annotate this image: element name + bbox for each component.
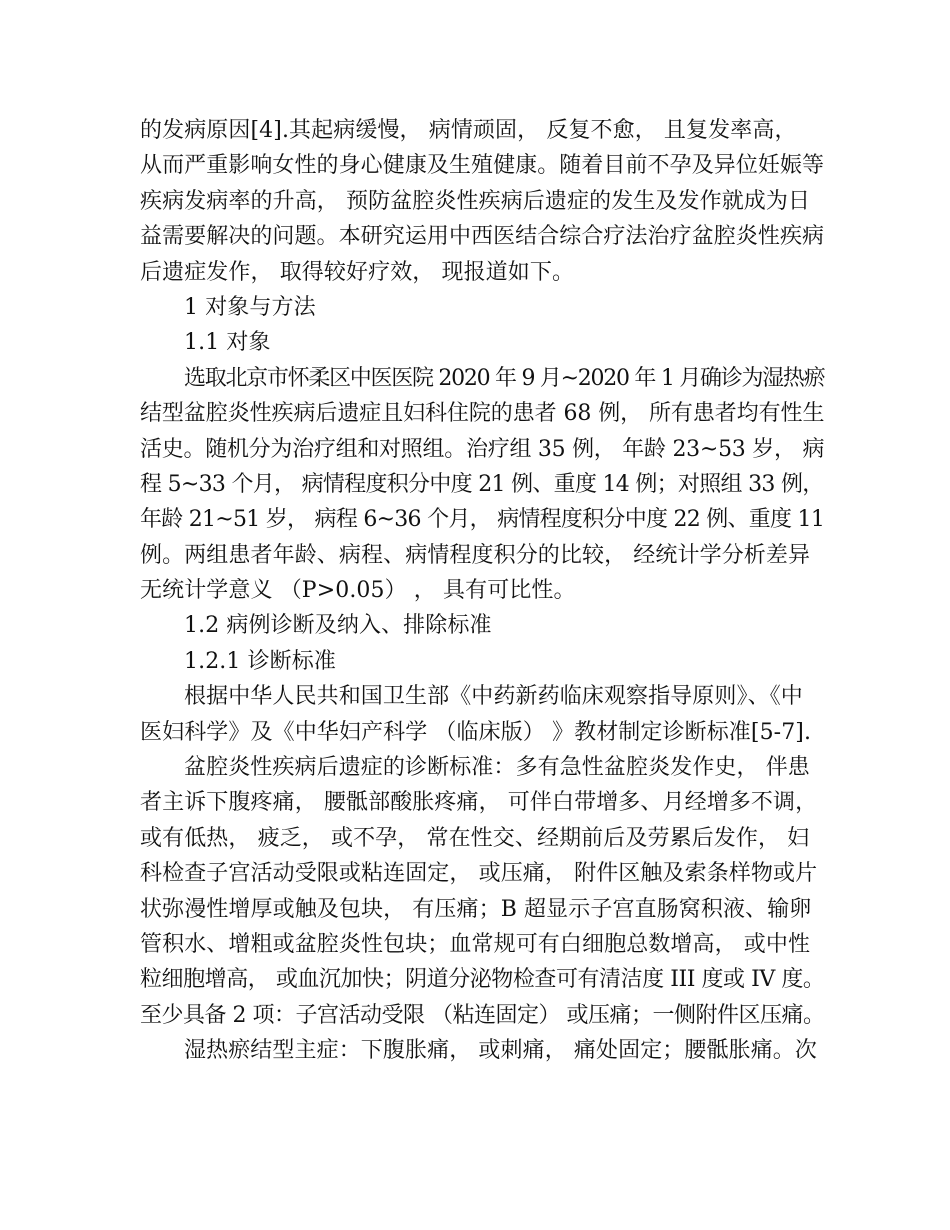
- text-line: 湿热瘀结型主症：下腹胀痛， 或刺痛， 痛处固定；腰骶胀痛。次: [184, 1038, 817, 1064]
- text-line: 至少具备 2 项：子宫活动受限 （粘连固定） 或压痛；一侧附件区压痛。: [140, 1002, 825, 1028]
- text-line: 科检查子宫活动受限或粘连固定， 或压痛， 附件区触及索条样物或片: [140, 861, 818, 887]
- text-line: 程 5~33 个月， 病情程度积分中度 21 例、重度 14 例；对照组 33 例，: [140, 471, 824, 497]
- text-line: 活史。随机分为治疗组和对照组。治疗组 35 例， 年龄 23~53 岁， 病: [140, 436, 825, 462]
- text-line: 无统计学意义 （P>0.05） ， 具有可比性。: [140, 578, 576, 604]
- body-text: [140, 113, 825, 1069]
- text-line: 选取北京市怀柔区中医医院 2020 年 9 月~2020 年 1 月确诊为湿热瘀: [184, 365, 825, 391]
- text-line: 1 对象与方法: [184, 294, 316, 320]
- text-line: 疾病发病率的升高， 预防盆腔炎性疾病后遗症的发生及发作就成为日: [140, 188, 811, 214]
- text-line: 粒细胞增高， 或血沉加快；阴道分泌物检查可有清洁度 III 度或 IV 度。: [140, 967, 825, 993]
- text-line: 年龄 21~51 岁， 病程 6~36 个月， 病情程度积分中度 22 例、重度 11: [140, 507, 825, 533]
- text-line: 益需要解决的问题。本研究运用中西医结合综合疗法治疗盆腔炎性疾病: [140, 224, 825, 250]
- text-line: 盆腔炎性疾病后遗症的诊断标准：多有急性盆腔炎发作史， 伴患: [184, 755, 810, 781]
- text-line: 管积水、增粗或盆腔炎性包块；血常规可有白细胞总数增高， 或中性: [140, 931, 811, 957]
- text-line: 1.1 对象: [184, 330, 271, 356]
- text-line: 例。两组患者年龄、病程、病情程度积分的比较， 经统计学分析差异: [140, 542, 811, 568]
- text-line: 者主诉下腹疼痛， 腰骶部酸胀疼痛， 可伴白带增多、月经增多不调，: [140, 790, 818, 816]
- text-line: 后遗症发作， 取得较好疗效， 现报道如下。: [140, 259, 575, 285]
- text-line: 1.2 病例诊断及纳入、排除标准: [184, 613, 492, 639]
- text-line: 或有低热， 疲乏， 或不孕， 常在性交、经期前后及劳累后发作， 妇: [140, 825, 810, 851]
- text-line: 医妇科学》及《中华妇产科学 （临床版） 》教材制定诊断标准[5-7].: [140, 719, 812, 745]
- text-line: 根据中华人民共和国卫生部《中药新药临床观察指导原则》、《中: [184, 684, 803, 710]
- text-line: 的发病原因[4].其起病缓慢， 病情顽固， 反复不愈， 且复发率高，: [140, 118, 797, 143]
- text-line: 从而严重影响女性的身心健康及生殖健康。随着目前不孕及异位妊娠等: [140, 153, 825, 179]
- text-line: 1.2.1 诊断标准: [184, 648, 336, 674]
- text-line: 状弥漫性增厚或触及包块， 有压痛；B 超显示子宫直肠窝积液、输卵: [140, 896, 812, 922]
- text-line: 结型盆腔炎性疾病后遗症且妇科住院的患者 68 例， 所有患者均有性生: [140, 401, 825, 427]
